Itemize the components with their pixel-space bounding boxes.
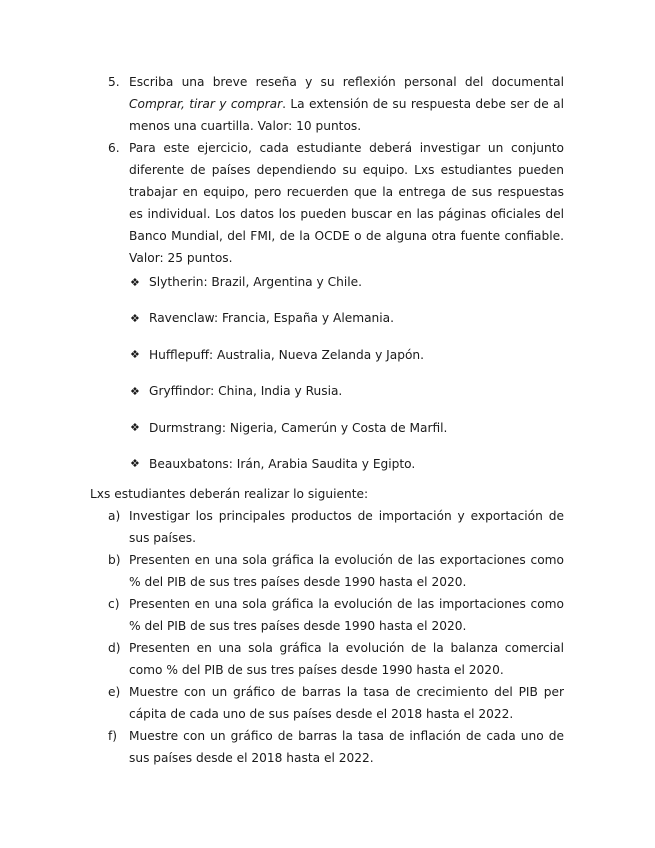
task-item — [108, 549, 564, 593]
task-item — [108, 681, 564, 725]
task-letter: b) — [108, 553, 121, 567]
numbered-item-6 — [108, 137, 564, 269]
task-list — [108, 505, 564, 769]
task-letter: f) — [108, 729, 118, 743]
item-text: Para este ejercicio, cada estudiante deberá investigar un conjunto diferente de países dependiendo su equipo. Lxs estudiantes pueden trabajar en equipo, pero recuerden que la entrega de sus respuestas es individual. Los datos los pueden buscar en las páginas oficiales del Banco Mundial, del FMI, de la OCDE o de alguna otra fuente confiable. Valor: 25 puntos. — [129, 141, 564, 265]
documentary-title: Comprar, tirar y comprar — [129, 97, 283, 111]
numbered-list — [108, 71, 564, 269]
team-list — [130, 271, 560, 489]
team-item — [130, 417, 560, 439]
item-text-start: Escriba una breve reseña y su reflexión personal del documental — [129, 75, 564, 89]
task-item — [108, 505, 564, 549]
task-text: Presenten en una sola gráfica la evolución de las exportaciones como % del PIB de sus tres países desde 1990 hasta el 2020. — [129, 553, 564, 589]
tasks-intro: Lxs estudiantes deberán realizar lo siguiente: — [90, 487, 369, 501]
task-text: Muestre con un gráfico de barras la tasa de inflación de cada uno de sus países desde el 2018 hasta el 2022. — [129, 729, 564, 765]
team-item — [130, 344, 560, 366]
task-letter: a) — [108, 509, 121, 523]
task-text: Presenten en una sola gráfica la evolución de las importaciones como % del PIB de sus tres países desde 1990 hasta el 2020. — [129, 597, 564, 633]
numbered-item-5 — [108, 71, 564, 137]
diamond-bullet-icon: ❖ — [130, 348, 140, 362]
task-letter: c) — [108, 597, 120, 611]
task-item — [108, 725, 564, 769]
task-text: Muestre con un gráfico de barras la tasa de crecimiento del PIB per cápita de cada uno de sus países desde el 2018 hasta el 2022. — [129, 685, 564, 721]
diamond-bullet-icon: ❖ — [130, 311, 140, 325]
team-text: Beauxbatons: Irán, Arabia Saudita y Egipto. — [149, 456, 416, 471]
task-text: Presenten en una sola gráfica la evolución de la balanza comercial como % del PIB de sus tres países desde 1990 hasta el 2020. — [129, 641, 564, 677]
task-letter: d) — [108, 641, 121, 655]
task-letter: e) — [108, 685, 121, 699]
item-number: 6. — [108, 141, 120, 155]
team-text: Gryffindor: China, India y Rusia. — [149, 384, 343, 399]
task-text: Investigar los principales productos de importación y exportación de sus países. — [129, 509, 564, 545]
item-number: 5. — [108, 75, 120, 89]
team-text: Hufflepuff: Australia, Nueva Zelanda y Japón. — [149, 347, 425, 362]
diamond-bullet-icon: ❖ — [130, 275, 140, 289]
diamond-bullet-icon: ❖ — [130, 457, 140, 471]
team-item — [130, 453, 560, 475]
task-item — [108, 637, 564, 681]
item-text-end: . La extensión de su respuesta debe ser de al menos una cuartilla. Valor: 10 puntos. — [129, 97, 564, 133]
item-text — [129, 71, 564, 137]
team-text: Slytherin: Brazil, Argentina y Chile. — [149, 275, 362, 289]
task-item — [108, 593, 564, 637]
diamond-bullet-icon: ❖ — [130, 421, 140, 435]
team-text: Ravenclaw: Francia, España y Alemania. — [149, 311, 394, 326]
diamond-bullet-icon: ❖ — [130, 384, 140, 398]
team-item — [130, 380, 560, 402]
team-item — [130, 271, 560, 293]
team-item — [130, 307, 560, 329]
team-text: Durmstrang: Nigeria, Camerún y Costa de Marfil. — [149, 420, 448, 435]
